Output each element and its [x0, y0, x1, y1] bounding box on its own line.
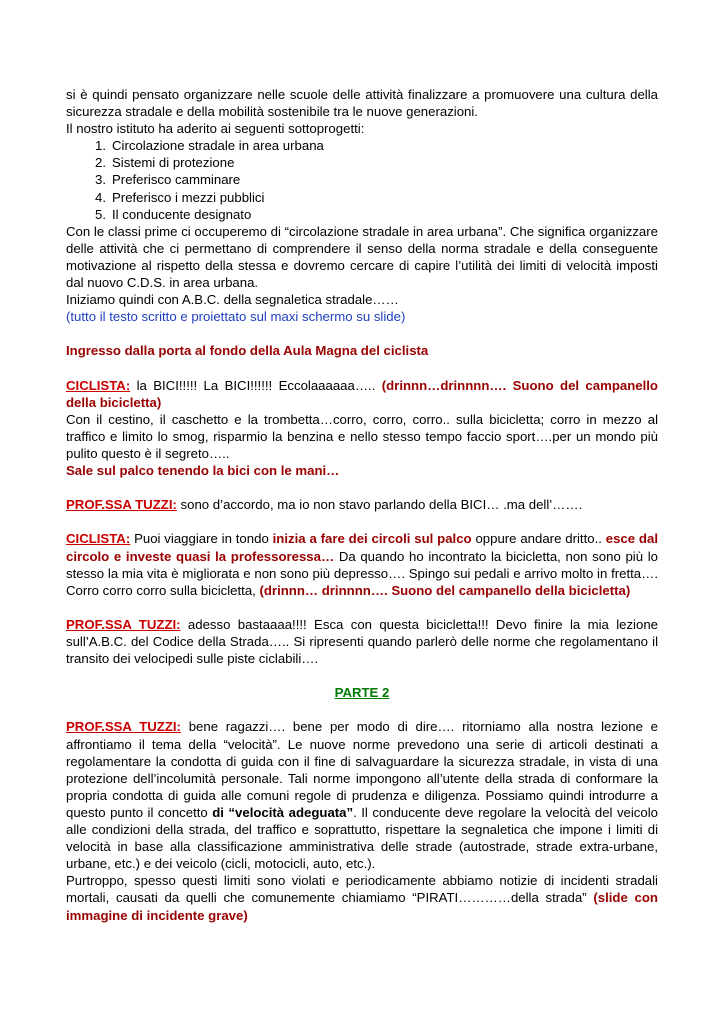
stage-direction: Ingresso dalla porta al fondo della Aula Magna del ciclista — [66, 343, 429, 359]
stage-direction: Sale sul palco tenendo la bici con le mani… — [66, 463, 340, 479]
intro-paragraph: Iniziamo quindi con A.B.C. della segnaletica stradale…… — [66, 292, 399, 308]
section-heading: PARTE 2 — [334, 685, 390, 701]
stage-direction: (drinnn…drinnnn…. Suono del campanello della bicicletta) — [66, 377, 658, 410]
dialogue-block: Purtroppo, spesso questi limiti sono violati e periodicamente abbiamo notizie di incidenti stradali mortali, causati da quelli che comunemente chiamiamo “PIRATI…………della strada” (slide con immagine di incidente grave) — [66, 873, 658, 923]
speaker-label: CICLISTA: — [66, 531, 131, 547]
intro-paragraph: Con le classi prime ci occuperemo di “circolazione stradale in area urbana”. Che significa organizzare delle attività che ci permettano di comprendere il senso della norma stradale e della conseguente motivazione al rispetto della stessa e dovremo cercare di capire l’utilità dei limiti di velocità imposti dal nuovo C.D.S. in area urbana. — [66, 223, 658, 291]
stage-direction: esce dal circolo e investe quasi la professoressa… — [66, 531, 658, 564]
list-item: 2. Sistemi di protezione — [95, 155, 235, 171]
dialogue-block: PROF.SSA TUZZI: sono d’accordo, ma io non stavo parlando della BICI… .ma dell’……. — [66, 497, 583, 513]
intro-projects-heading: Il nostro istituto ha aderito ai seguenti sottoprogetti: — [66, 121, 365, 137]
stage-direction: inizia a fare dei circoli sul palco — [272, 531, 472, 547]
key-concept: di “velocità adeguata” — [212, 804, 354, 820]
dialogue-block: CICLISTA: la BICI!!!!! La BICI!!!!!! Eccolaaaaaa….. (drinnn…drinnnn…. Suono del campanello della bicicletta) — [66, 377, 658, 410]
dialogue-block: PROF.SSA TUZZI: adesso bastaaaa!!!! Esca con questa bicicletta!!! Devo finire la mia lezione sull’A.B.C. del Codice della Strada….. Si ripresenti quando parlerò delle norme che regolamentano il transito dei velocipedi sulle piste ciclabili…. — [66, 616, 658, 667]
speaker-label: CICLISTA: — [66, 377, 131, 393]
list-item: 5. Il conducente designato — [95, 206, 252, 222]
slide-note: (tutto il testo scritto e proiettato sul maxi schermo su slide) — [66, 309, 406, 325]
list-item: 3. Preferisco camminare — [95, 172, 241, 188]
intro-paragraph: si è quindi pensato organizzare nelle scuole delle attività finalizzare a promuovere una cultura della sicurezza stradale e della mobilità sostenibile tra le nuove generazioni. — [66, 87, 658, 120]
stage-direction: (drinnn… drinnnn…. Suono del campanello della bicicletta) — [259, 582, 631, 598]
speaker-label: PROF.SSA TUZZI: — [66, 616, 181, 632]
list-item: 4. Preferisco i mezzi pubblici — [95, 189, 265, 205]
speaker-label: PROF.SSA TUZZI: — [66, 719, 181, 735]
document-page — [66, 86, 658, 924]
dialogue-text: Con il cestino, il caschetto e la trombetta…corro, corro, corro.. sulla bicicletta; corro in mezzo al traffico e limito lo smog, risparmio la benzina e nello stesso tempo faccio sport….per un mondo più pulito questo è il segreto….. — [66, 411, 658, 461]
dialogue-block: PROF.SSA TUZZI: bene ragazzi…. bene per modo di dire…. ritorniamo alla nostra lezione e affrontiamo il tema della “velocità”. Le nuove norme prevedono una serie di articoli destinati a regolamentare la condotta di guida con il fine di salvaguardare la sicurezza stradale, in vista di una protezione dell’incolumità personale. Tali norme impongono all’utente della strada di conformare la propria condotta di guida alle comuni regole di prudenza e diligenza. Possiamo quindi introdurre a questo punto il concetto di “velocità adeguata”. Il conducente deve regolare la velocità del veicolo alle condizioni della strada, del traffico e soprattutto, rispettare la segnaletica che impone i limiti di velocità in base alla classificazione amministrativa delle strade (autostrade, strade extra-urbane, urbane, etc.) e dei veicolo (cicli, motocicli, auto, etc.). — [66, 719, 658, 872]
speaker-label: PROF.SSA TUZZI: — [66, 497, 177, 513]
stage-direction: (slide con immagine di incidente grave) — [66, 890, 658, 923]
list-item: 1. Circolazione stradale in area urbana — [95, 138, 324, 154]
dialogue-block: CICLISTA: Puoi viaggiare in tondo inizia a fare dei circoli sul palco oppure andare dritto.. esce dal circolo e investe quasi la professoressa… Da quando ho incontrato la bicicletta, non sono più lo stesso la mia vita è migliorata e non sono più depresso…. Spingo sui pedali e arrivo molto in fretta…. Corro corro corro sulla bicicletta, (drinnn… drinnnn…. Suono del campanello della bicicletta) — [66, 531, 658, 598]
subprojects-list — [66, 137, 658, 222]
